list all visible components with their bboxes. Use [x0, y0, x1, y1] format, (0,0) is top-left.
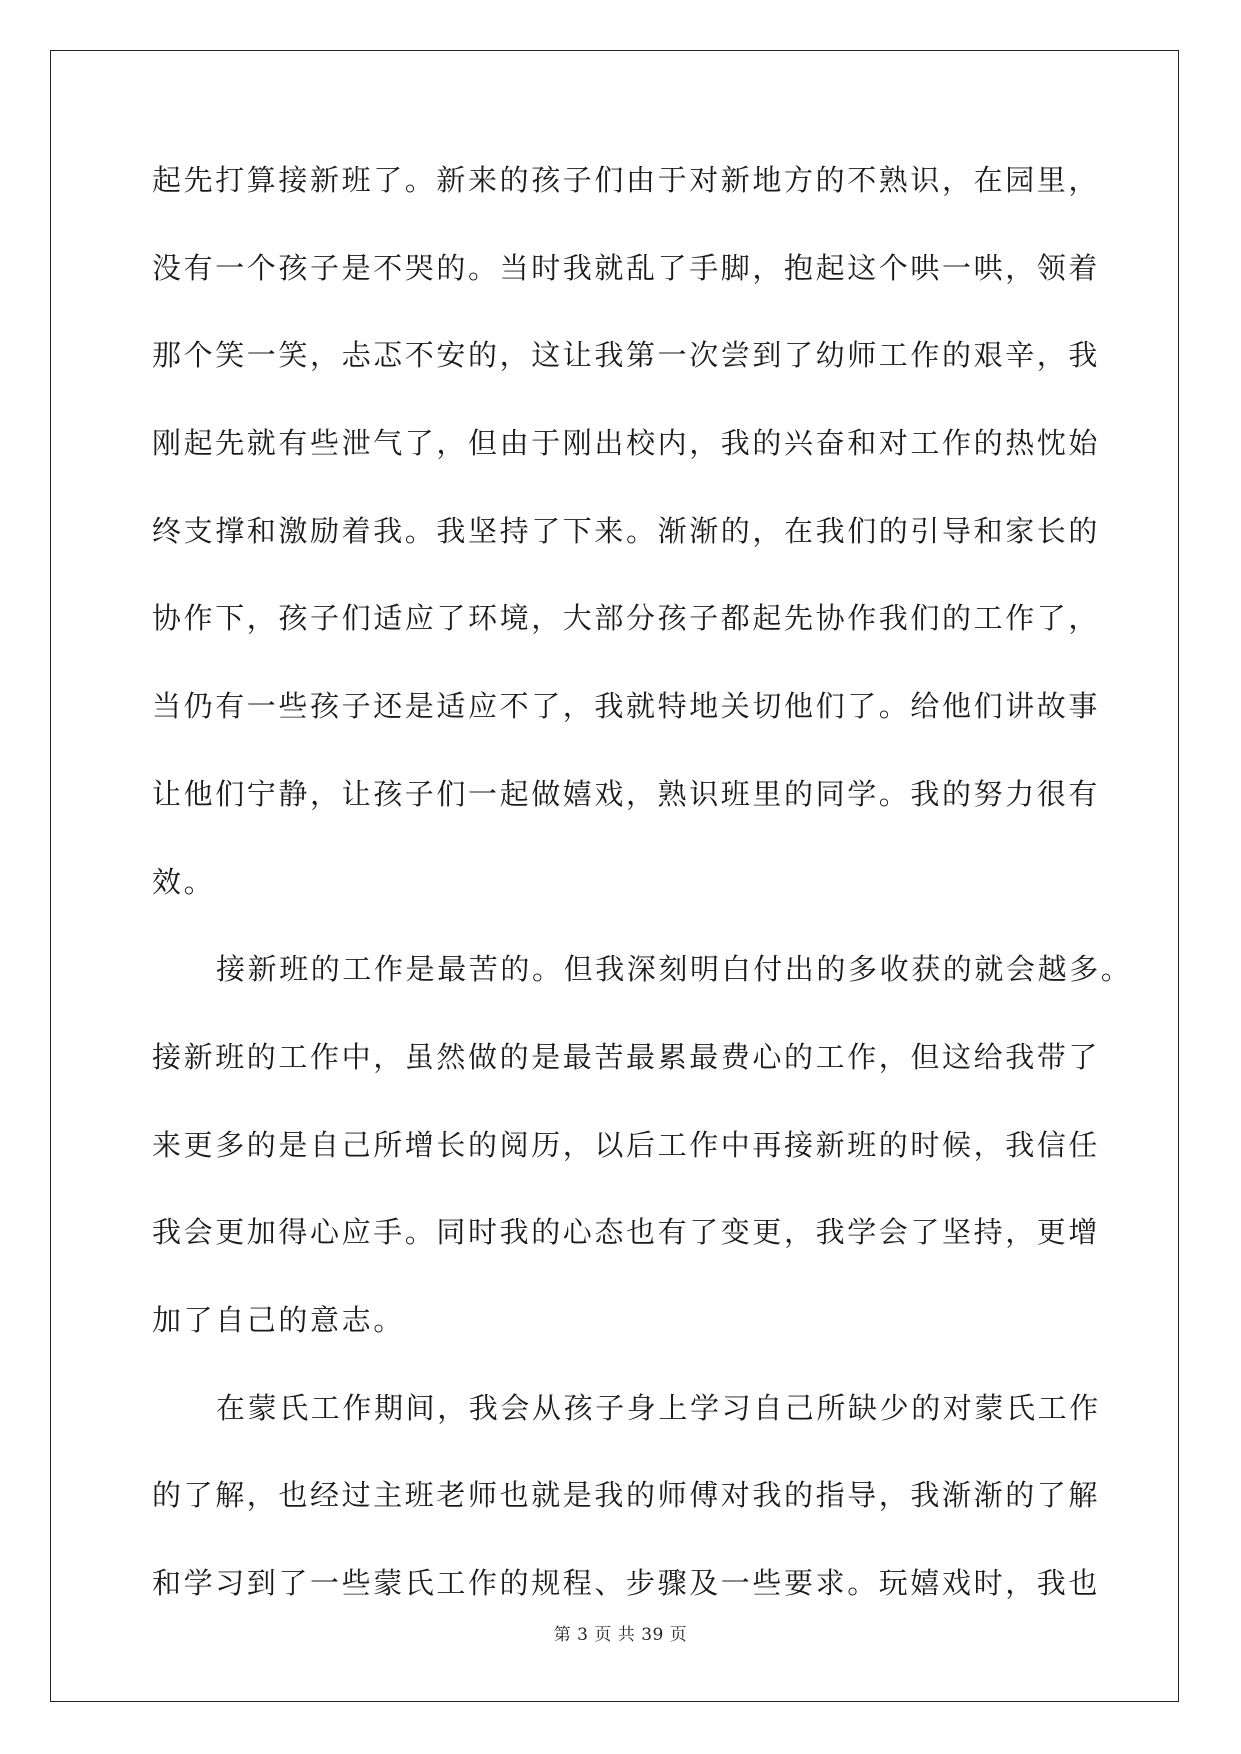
text-line: 接新班的工作中，虽然做的是最苦最累最费心的工作，但这给我带了 [152, 1039, 1101, 1074]
text-line: 我会更加得心应手。同时我的心态也有了变更，我学会了坚持，更增 [152, 1215, 1101, 1250]
text-line: 没有一个孩子是不哭的。当时我就乱了手脚，抱起这个哄一哄，领着 [152, 250, 1101, 285]
document-body [152, 160, 1133, 1651]
text-line: 的了解，也经过主班老师也就是我的师傅对我的指导，我渐渐的了解 [152, 1478, 1101, 1513]
text-line: 加了自己的意志。 [152, 1302, 405, 1337]
text-line: 那个笑一笑，忐忑不安的，这让我第一次尝到了幼师工作的艰辛，我 [152, 338, 1101, 373]
text-line: 终支撑和激励着我。我坚持了下来。渐渐的，在我们的引导和家长的 [152, 513, 1101, 548]
page-number-footer: 第 3 页 共 39 页 [553, 1625, 688, 1645]
text-line: 来更多的是自己所增长的阅历，以后工作中再接新班的时候，我信任 [152, 1127, 1101, 1162]
text-line: 效。 [152, 864, 216, 899]
text-line: 当仍有一些孩子还是适应不了，我就特地关切他们了。给他们讲故事 [152, 689, 1101, 724]
text-line: 协作下，孩子们适应了环境，大部分孩子都起先协作我们的工作了， [152, 601, 1101, 636]
text-line: 和学习到了一些蒙氏工作的规程、步骤及一些要求。玩嬉戏时，我也 [152, 1566, 1101, 1600]
text-line: 接新班的工作是最苦的。但我深刻明白付出的多收获的就会越多。 [216, 952, 1133, 987]
text-line: 让他们宁静，让孩子们一起做嬉戏，熟识班里的同学。我的努力很有 [152, 776, 1101, 811]
text-line: 刚起先就有些泄气了，但由于刚出校内，我的兴奋和对工作的热忱始 [152, 426, 1101, 461]
text-line: 起先打算接新班了。新来的孩子们由于对新地方的不熟识，在园里， [152, 163, 1101, 197]
text-line: 在蒙氏工作期间，我会从孩子身上学习自己所缺少的对蒙氏工作 [216, 1390, 1101, 1425]
